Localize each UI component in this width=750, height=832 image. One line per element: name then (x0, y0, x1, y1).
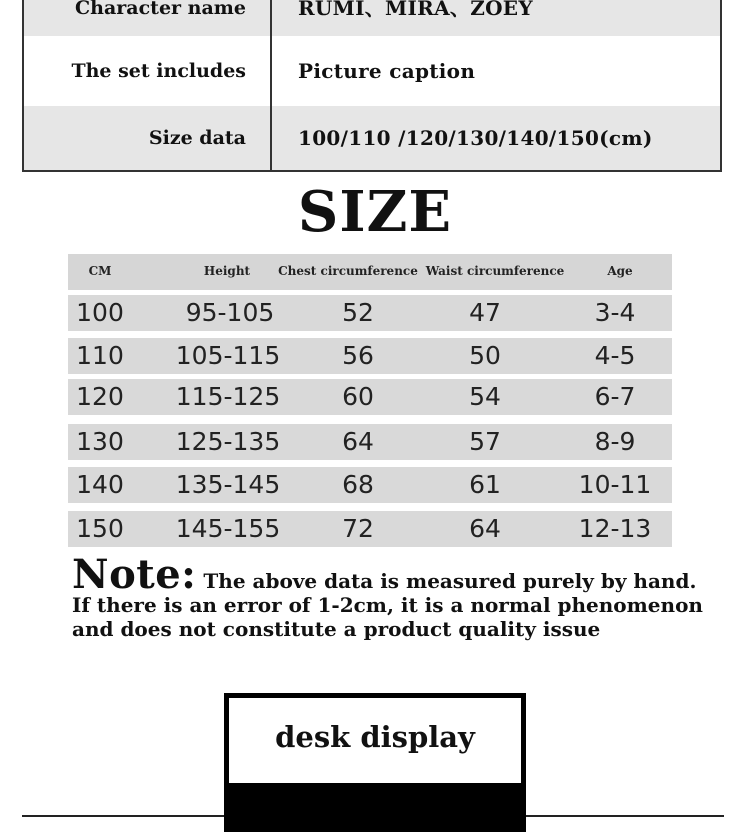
cell-height: 95-105 (185, 298, 275, 327)
info-value: Picture caption (298, 59, 476, 83)
cell-age: 10-11 (578, 470, 652, 499)
info-label: Character name (24, 0, 272, 36)
cell-height: 115-125 (175, 382, 281, 411)
cell-cm: 110 (76, 341, 124, 370)
table-row (68, 467, 672, 503)
note-label: Note: (72, 551, 197, 598)
divider-left (22, 815, 224, 817)
cell-chest: 72 (342, 514, 374, 543)
cell-chest: 64 (342, 427, 374, 456)
cell-age: 12-13 (578, 514, 652, 543)
cell-height: 145-155 (175, 514, 281, 543)
desk-display-image (229, 783, 521, 827)
table-row (68, 338, 672, 374)
cell-height: 105-115 (175, 341, 281, 370)
cell-age: 8-9 (594, 427, 636, 456)
table-row (68, 424, 672, 460)
cell-cm: 150 (76, 514, 124, 543)
cell-waist: 61 (469, 470, 501, 499)
size-title: SIZE (297, 179, 453, 245)
desk-display-label: desk display (275, 720, 475, 754)
cell-cm: 120 (76, 382, 124, 411)
divider-right (526, 815, 724, 817)
info-value: RUMI、MIRA、ZOEY (298, 0, 533, 20)
cell-cm: 140 (76, 470, 124, 499)
cell-age: 3-4 (594, 298, 636, 327)
header-height: Height (203, 264, 251, 278)
info-label: The set includes (24, 36, 272, 106)
cell-chest: 52 (342, 298, 374, 327)
info-row-character-name (24, 0, 720, 36)
measurement-note (72, 551, 712, 641)
info-value: 100/110 /120/130/140/150(cm) (298, 126, 653, 150)
cell-chest: 60 (342, 382, 374, 411)
table-row (68, 295, 672, 331)
cell-cm: 100 (76, 298, 124, 327)
cell-waist: 54 (469, 382, 501, 411)
cell-waist: 57 (469, 427, 501, 456)
cell-height: 125-135 (175, 427, 281, 456)
cell-cm: 130 (76, 427, 124, 456)
cell-chest: 56 (342, 341, 374, 370)
table-row (68, 511, 672, 547)
cell-waist: 47 (469, 298, 501, 327)
cell-height: 135-145 (175, 470, 281, 499)
header-cm: CM (88, 264, 112, 278)
cell-waist: 50 (469, 341, 501, 370)
cell-chest: 68 (342, 470, 374, 499)
header-chest: Chest circumference (278, 264, 418, 278)
size-chart-header (68, 254, 672, 290)
cell-age: 4-5 (594, 341, 636, 370)
header-waist: Waist circumference (425, 264, 565, 278)
info-table (22, 0, 722, 172)
desk-display-panel (224, 693, 526, 832)
table-row (68, 379, 672, 415)
info-label: Size data (24, 106, 272, 170)
cell-waist: 64 (469, 514, 501, 543)
note-text: The above data is measured purely by hand. If there is an error of 1-2cm, it is a normal phenomenon and does not constitute a product quality issue (72, 569, 703, 641)
header-age: Age (607, 264, 633, 278)
cell-age: 6-7 (594, 382, 636, 411)
info-row-size-data (24, 106, 720, 170)
info-row-set-includes (24, 36, 720, 106)
